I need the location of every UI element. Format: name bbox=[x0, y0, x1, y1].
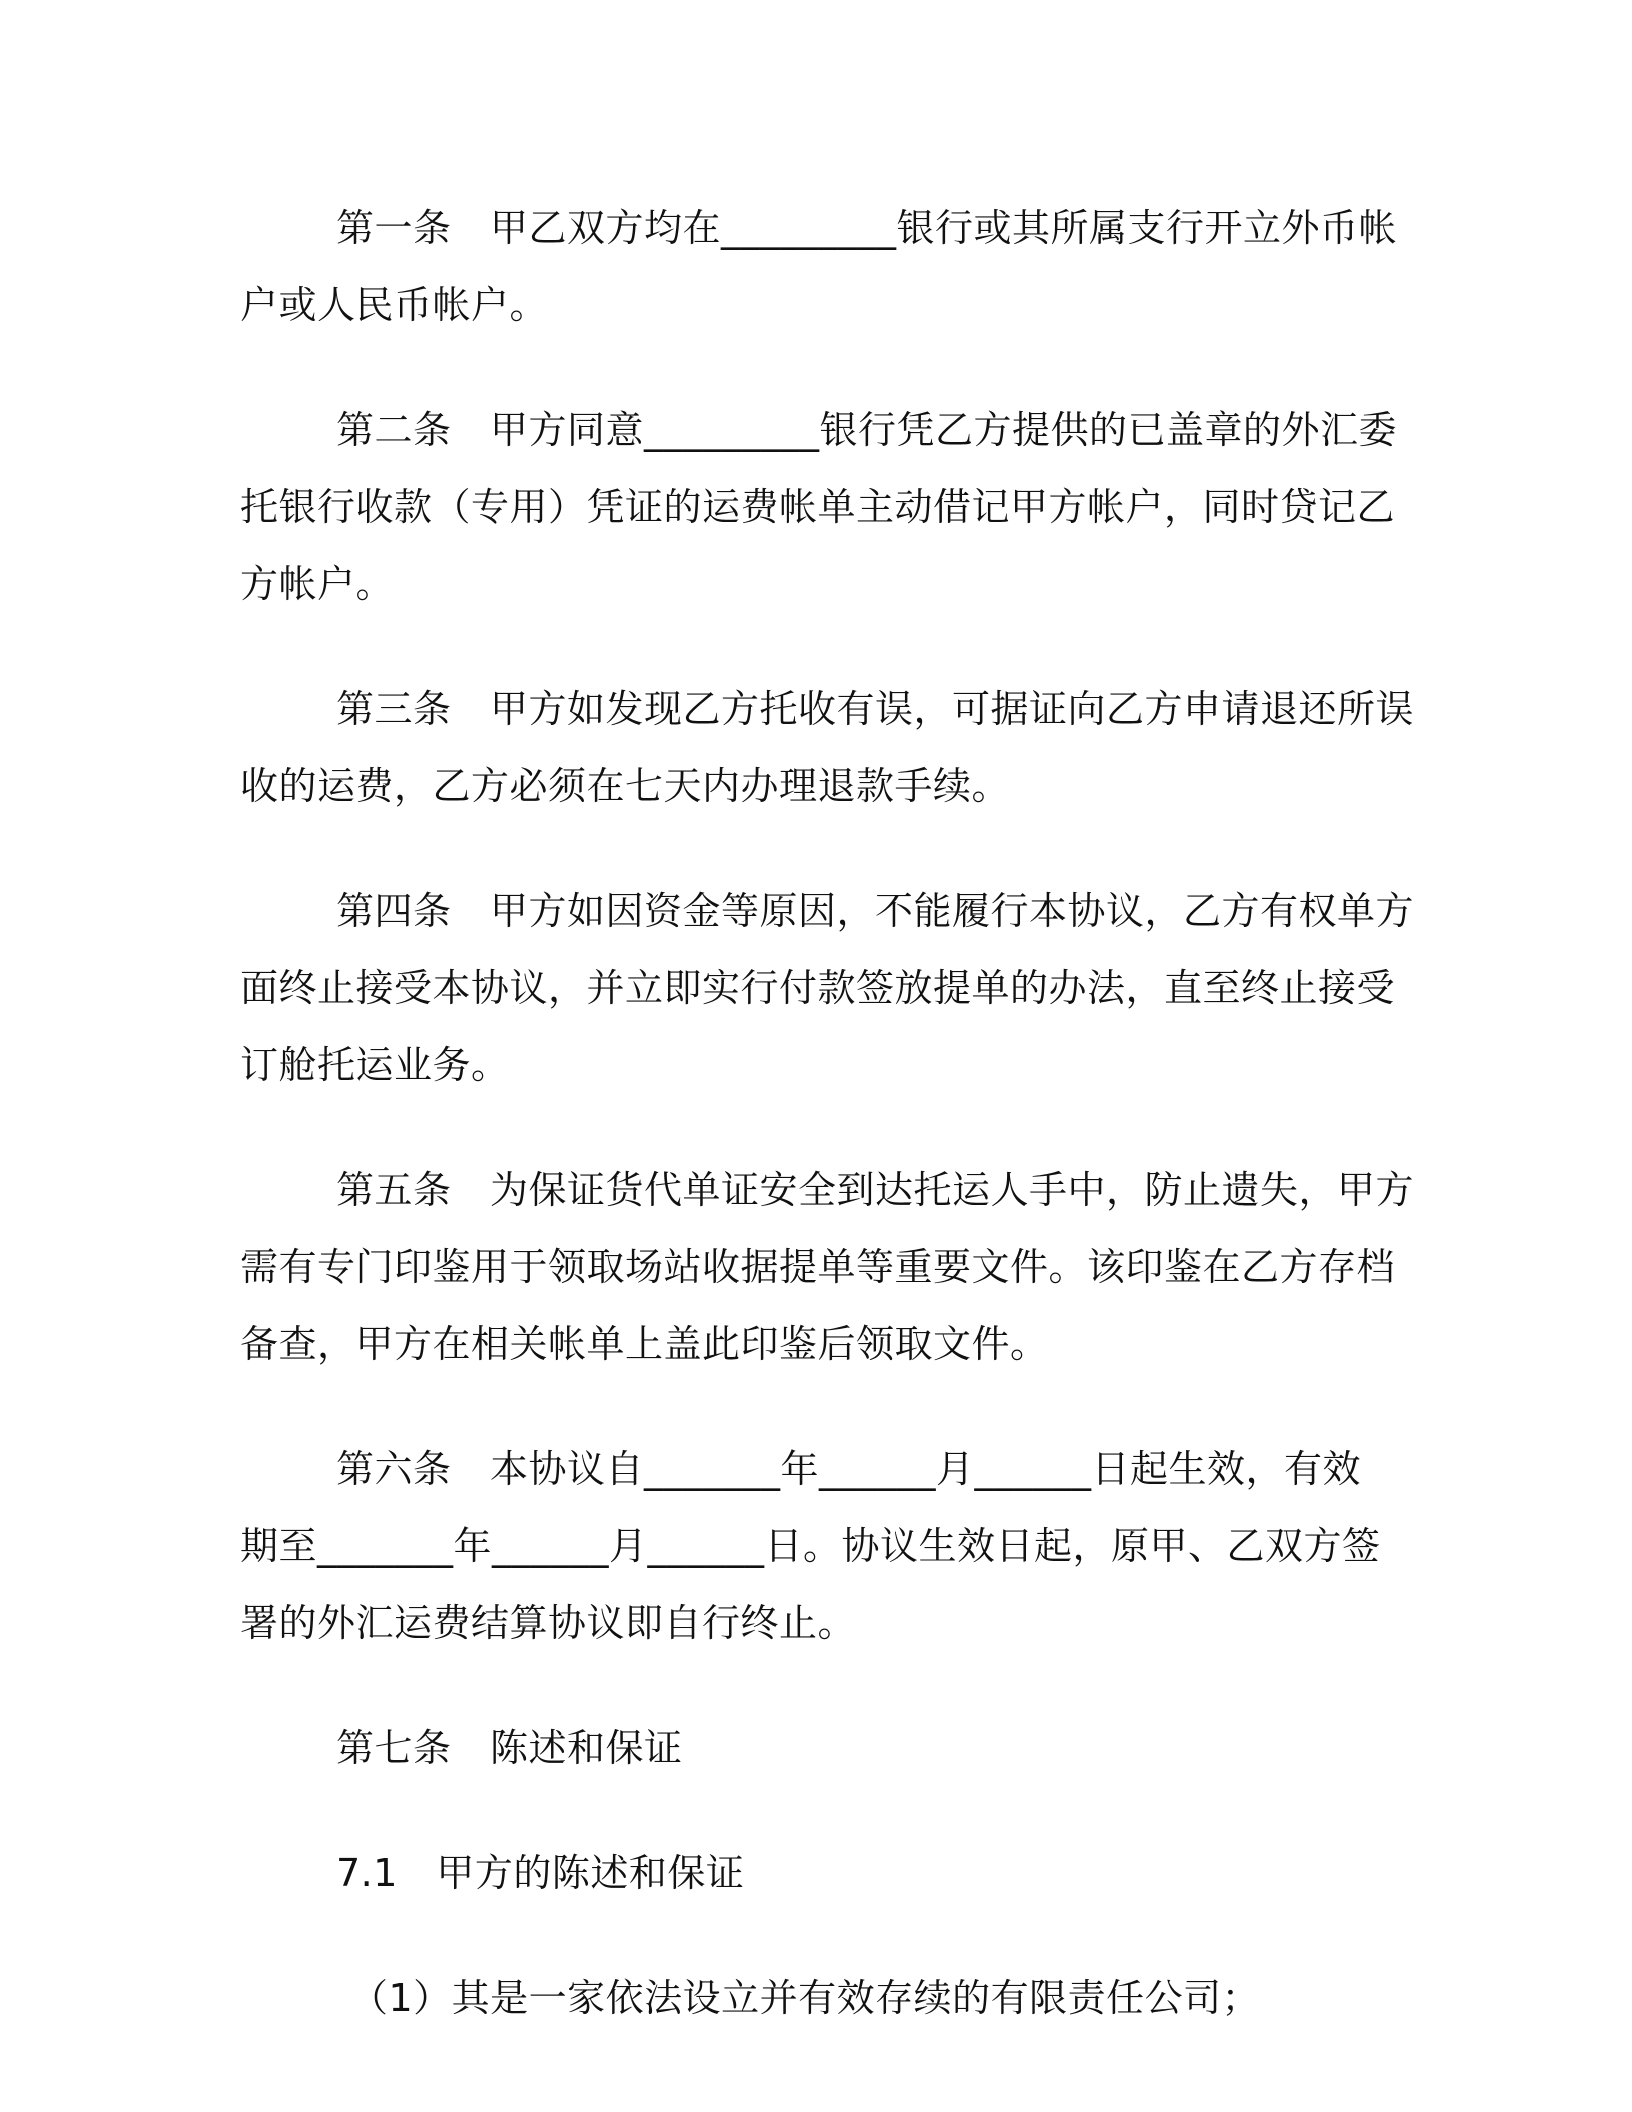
article-5-line-3: 备查，甲方在相关帐单上盖此印鉴后领取文件。 bbox=[240, 1322, 1049, 1366]
article-5-line-2: 需有专门印鉴用于领取场站收据提单等重要文件。该印鉴在乙方存档 bbox=[240, 1245, 1396, 1289]
document-body bbox=[240, 190, 1415, 2085]
article-2 bbox=[240, 392, 1398, 623]
article-3 bbox=[240, 671, 1415, 825]
section-7-1-heading: 7.1 甲方的陈述和保证 bbox=[336, 1851, 745, 1895]
article-4-line-2: 面终止接受本协议，并立即实行付款签放提单的办法，直至终止接受 bbox=[240, 966, 1396, 1010]
article-2-line-1: 第二条 甲方同意_________银行凭乙方提供的已盖章的外汇委 bbox=[336, 408, 1398, 452]
article-4 bbox=[240, 873, 1415, 1104]
article-1 bbox=[240, 190, 1398, 344]
article-6-line-1: 第六条 本协议自_______年______月______日起生效，有效 bbox=[336, 1447, 1362, 1491]
article-2-line-2: 托银行收款（专用）凭证的运费帐单主动借记甲方帐户，同时贷记乙 bbox=[240, 485, 1396, 529]
article-4-line-3: 订舱托运业务。 bbox=[240, 1043, 510, 1087]
article-1-line-2: 户或人民币帐户。 bbox=[240, 283, 549, 327]
article-2-line-3: 方帐户。 bbox=[240, 562, 395, 606]
article-6-line-3: 署的外汇运费结算协议即自行终止。 bbox=[240, 1601, 857, 1645]
article-4-line-1: 第四条 甲方如因资金等原因，不能履行本协议，乙方有权单方 bbox=[336, 889, 1415, 933]
article-3-line-2: 收的运费，乙方必须在七天内办理退款手续。 bbox=[240, 764, 1011, 808]
item-1: （1）其是一家依法设立并有效存续的有限责任公司； bbox=[350, 1976, 1261, 2020]
article-7-heading: 第七条 陈述和保证 bbox=[336, 1726, 683, 1770]
article-3-line-1: 第三条 甲方如发现乙方托收有误，可据证向乙方申请退还所误 bbox=[336, 687, 1415, 731]
article-5-line-1: 第五条 为保证货代单证安全到达托运人手中，防止遗失，甲方 bbox=[336, 1168, 1415, 1212]
article-6-line-2: 期至_______年______月______日。协议生效日起，原甲、乙双方签 bbox=[240, 1524, 1381, 1568]
article-5 bbox=[240, 1152, 1415, 1383]
article-6 bbox=[240, 1431, 1390, 1662]
article-1-line-1: 第一条 甲乙双方均在_________银行或其所属支行开立外币帐 bbox=[336, 206, 1398, 250]
